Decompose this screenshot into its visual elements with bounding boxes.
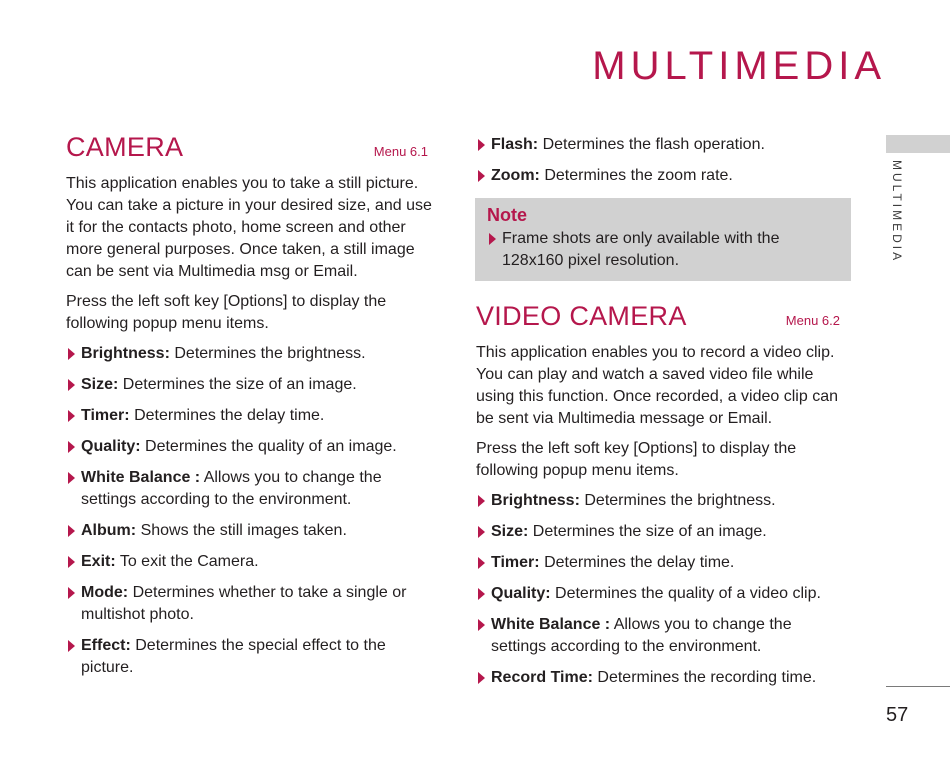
item-term: Timer:: [491, 554, 540, 571]
item-term: Record Time:: [491, 669, 593, 686]
camera-item-list: [66, 343, 438, 679]
bullet-arrow-icon: [68, 379, 75, 391]
page-title: MULTIMEDIA: [592, 44, 886, 88]
video-camera-item-list: [476, 490, 850, 689]
list-item: [66, 467, 438, 511]
item-desc: Determines the zoom rate.: [544, 167, 733, 184]
list-item: [476, 521, 850, 543]
bullet-arrow-icon: [68, 587, 75, 599]
list-item: [66, 374, 438, 396]
item-term: Size:: [81, 376, 119, 393]
list-item: [66, 635, 438, 679]
bullet-arrow-icon: [489, 233, 496, 245]
list-item: [66, 520, 438, 542]
video-camera-section-header: [476, 301, 850, 332]
note-item: [487, 228, 839, 272]
list-item: [476, 583, 850, 605]
list-item: [476, 490, 850, 512]
bullet-arrow-icon: [478, 170, 485, 182]
note-text: Frame shots are only available with the 128x160 pixel resolution.: [502, 230, 780, 269]
item-term: Brightness:: [81, 345, 170, 362]
list-item: [66, 582, 438, 626]
page-number: 57: [886, 704, 909, 726]
item-term: Effect:: [81, 637, 131, 654]
item-desc: Determines the recording time.: [597, 669, 817, 686]
item-desc: Determines the flash operation.: [542, 136, 765, 153]
bullet-arrow-icon: [68, 640, 75, 652]
item-desc: Determines the brightness.: [174, 345, 366, 362]
item-desc: Determines the brightness.: [584, 492, 776, 509]
item-desc: Allows you to change the settings according to the environment.: [491, 616, 792, 655]
item-desc: Allows you to change the settings according to the environment.: [81, 469, 382, 508]
bullet-arrow-icon: [68, 556, 75, 568]
bullet-arrow-icon: [478, 495, 485, 507]
item-term: Flash:: [491, 136, 539, 153]
item-term: Size:: [491, 523, 529, 540]
camera-menu-ref: Menu 6.1: [373, 144, 428, 159]
item-term: White Balance :: [81, 469, 201, 486]
right-column: [476, 134, 850, 698]
item-term: Mode:: [81, 584, 129, 601]
item-desc: Determines the quality of a video clip.: [555, 585, 821, 602]
camera-press-text: Press the left soft key [Options] to display the following popup menu items.: [66, 293, 387, 332]
bullet-arrow-icon: [68, 410, 75, 422]
item-desc: Determines the delay time.: [134, 407, 325, 424]
bullet-arrow-icon: [68, 525, 75, 537]
bullet-arrow-icon: [478, 619, 485, 631]
camera-intro: This application enables you to take a still picture. You can take a picture in your desired size, and use it for the contacts photo, home screen and other more general purposes. Once taken, a still image can be sent via Multimedia msg or Email.: [66, 175, 432, 280]
list-item: [66, 405, 438, 427]
side-tab: [886, 135, 950, 153]
list-item: [476, 134, 850, 156]
bottom-rule: [886, 686, 950, 687]
item-term: Quality:: [81, 438, 141, 455]
side-tab-label: MULTIMEDIA: [890, 160, 904, 264]
bullet-arrow-icon: [478, 557, 485, 569]
list-item: [66, 343, 438, 365]
video-camera-intro: This application enables you to record a video clip. You can play and watch a saved video file while using this function. Once recorded, a video clip can be sent via Multimedia message or Email.: [476, 344, 838, 427]
list-item: [476, 667, 850, 689]
item-term: Exit:: [81, 553, 116, 570]
video-camera-menu-ref: Menu 6.2: [785, 313, 840, 328]
item-desc: Determines the size of an image.: [532, 523, 767, 540]
item-term: White Balance :: [491, 616, 611, 633]
item-term: Zoom:: [491, 167, 540, 184]
item-desc: Determines the special effect to the picture.: [81, 637, 386, 676]
video-camera-press-text: Press the left soft key [Options] to display the following popup menu items.: [476, 440, 797, 479]
left-column: [66, 132, 438, 688]
item-desc: Shows the still images taken.: [140, 522, 347, 539]
camera-title: CAMERA: [66, 132, 184, 162]
item-term: Brightness:: [491, 492, 580, 509]
item-desc: To exit the Camera.: [119, 553, 259, 570]
bullet-arrow-icon: [68, 348, 75, 360]
item-term: Quality:: [491, 585, 551, 602]
bullet-arrow-icon: [478, 588, 485, 600]
bullet-arrow-icon: [68, 441, 75, 453]
item-term: Timer:: [81, 407, 130, 424]
list-item: [66, 551, 438, 573]
item-term: Album:: [81, 522, 137, 539]
list-item: [476, 614, 850, 658]
item-desc: Determines whether to take a single or multishot photo.: [81, 584, 407, 623]
note-title: Note: [487, 205, 527, 225]
bullet-arrow-icon: [478, 526, 485, 538]
camera-item-list-continued: [476, 134, 850, 187]
list-item: [476, 552, 850, 574]
item-desc: Determines the quality of an image.: [145, 438, 397, 455]
item-desc: Determines the size of an image.: [122, 376, 357, 393]
camera-section-header: [66, 132, 438, 163]
item-desc: Determines the delay time.: [544, 554, 735, 571]
bullet-arrow-icon: [68, 472, 75, 484]
list-item: [66, 436, 438, 458]
note-box: [475, 198, 851, 281]
bullet-arrow-icon: [478, 672, 485, 684]
bullet-arrow-icon: [478, 139, 485, 151]
video-camera-title: VIDEO CAMERA: [476, 301, 687, 331]
list-item: [476, 165, 850, 187]
